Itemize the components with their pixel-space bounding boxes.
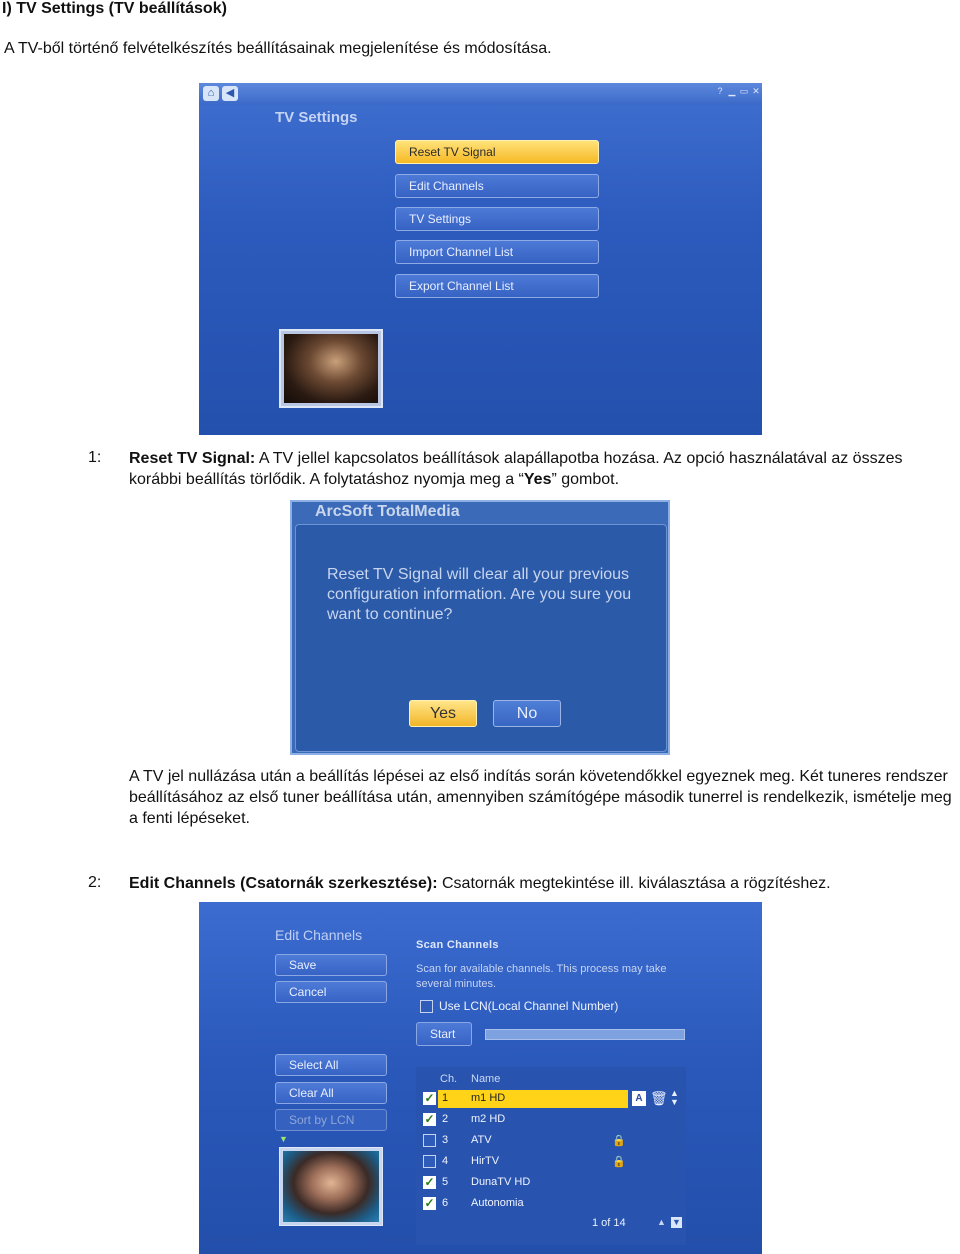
screen-title: TV Settings [275,109,358,126]
scan-channels-title: Scan Channels [416,939,499,951]
title-bar [199,83,762,105]
export-channel-list-button[interactable]: Export Channel List [395,274,599,298]
restore-icon[interactable]: ▭ [739,86,749,96]
channel-number: 4 [442,1155,449,1167]
no-button[interactable]: No [493,700,561,727]
channel-checkbox[interactable] [423,1134,436,1147]
note-paragraph: A TV jel nullázása után a beállítás lépései az első indítás során követendőkkel egyeznek meg. Két tuneres rendszer beállításához az első tuner beállítása után, amennyiben számítógépe második tunerrel is rendelkezik, ismételje meg a fenti lépéseket. [129,768,952,827]
page-down-icon[interactable]: ▼ [672,1217,681,1227]
yes-term: Yes [523,471,552,488]
scan-progress-bar [485,1029,685,1040]
lcn-checkbox[interactable] [420,1000,433,1013]
reset-tv-signal-button[interactable]: Reset TV Signal [395,140,599,164]
edit-channels-button[interactable]: Edit Channels [395,174,599,198]
channel-table [416,1067,686,1245]
item-term: Reset TV Signal: [129,450,256,467]
channel-row[interactable] [416,1173,686,1193]
scan-description: Scan for available channels. This process may take several minutes. [416,963,667,990]
column-header-name: Name [471,1073,501,1085]
channel-number: 5 [442,1176,449,1188]
channel-row[interactable] [416,1152,686,1172]
clear-all-button[interactable]: Clear All [275,1082,387,1104]
lcn-label: Use LCN(Local Channel Number) [439,999,619,1013]
page-indicator: 1 of 14 [592,1217,626,1229]
close-icon[interactable]: ✕ [752,86,760,96]
home-icon[interactable]: ⌂ [203,86,219,101]
channel-number: 3 [442,1134,449,1146]
select-all-button[interactable]: Select All [275,1054,387,1076]
channel-row[interactable] [416,1131,686,1151]
section-heading: I) TV Settings (TV beállítások) [2,0,227,17]
item-2-text [129,873,959,894]
dialog-title: ArcSoft TotalMedia [315,503,460,520]
item-number: 1: [88,449,102,466]
tv-settings-screenshot [199,83,762,435]
item-text-end: ” gombot. [551,471,620,488]
channel-name: Autonomia [471,1197,524,1209]
video-preview[interactable] [279,1147,383,1226]
channel-checkbox[interactable] [423,1155,436,1168]
column-header-ch: Ch. [440,1073,458,1085]
channel-name: ATV [471,1134,492,1146]
rename-icon[interactable]: A [632,1091,646,1106]
confirm-dialog [290,500,670,755]
section-intro: A TV-ből történő felvételkészítés beállításainak megjelenítése és módosítása. [4,40,552,57]
import-channel-list-button[interactable]: Import Channel List [395,240,599,264]
sort-by-lcn-button[interactable]: Sort by LCN [275,1109,387,1131]
trash-icon[interactable]: 🗑 [650,1090,668,1106]
item-term: Edit Channels (Csatornák szerkesztése): [129,875,438,892]
channel-number: 2 [442,1113,449,1125]
lock-icon: 🔒 [612,1135,626,1147]
dialog-message: Reset TV Signal will clear all your previous configuration information. Are you sure you want to continue? [327,566,632,623]
channel-number: 6 [442,1197,449,1209]
channel-name: HirTV [471,1155,500,1167]
yes-button[interactable]: Yes [409,700,477,727]
item-text: A TV jellel kapcsolatos beállítások alapállapotba hozása. Az opció használatával az összes korábbi beállítás törlődik. A folytatáshoz nyomja meg a “ [129,450,903,488]
channel-checkbox[interactable]: ✓ [424,1112,435,1126]
signal-icon: ▼ [279,1134,288,1144]
channel-checkbox[interactable]: ✓ [424,1196,435,1210]
channel-name: DunaTV HD [471,1176,531,1188]
item-number: 2: [88,874,102,891]
dialog-body [295,524,667,752]
lock-icon: 🔒 [612,1156,626,1168]
minimize-icon[interactable]: ▁ [728,86,736,96]
tv-settings-button[interactable]: TV Settings [395,207,599,231]
channel-checkbox[interactable]: ✓ [424,1175,435,1189]
channel-name: m2 HD [471,1113,506,1125]
channel-row[interactable] [416,1110,686,1130]
channel-number: 1 [442,1092,449,1104]
back-icon[interactable]: ◀ [222,86,238,101]
item-1-text [129,448,959,490]
channel-name: m1 HD [471,1092,506,1104]
save-button[interactable]: Save [275,954,387,976]
item-text: Csatornák megtekintése ill. kiválasztása a rögzítéshez. [437,875,831,892]
screen-title: Edit Channels [275,927,363,943]
help-icon[interactable]: ? [717,86,723,96]
cancel-button[interactable]: Cancel [275,981,387,1003]
edit-channels-screenshot [199,902,762,1254]
page-up-icon[interactable]: ▲ [657,1217,666,1227]
start-button[interactable]: Start [416,1022,472,1046]
channel-checkbox[interactable]: ✓ [424,1091,435,1105]
video-preview[interactable] [279,329,383,408]
channel-row[interactable] [416,1089,686,1109]
reorder-icon[interactable]: ▲ ▼ [670,1088,679,1107]
channel-row[interactable] [416,1194,686,1214]
